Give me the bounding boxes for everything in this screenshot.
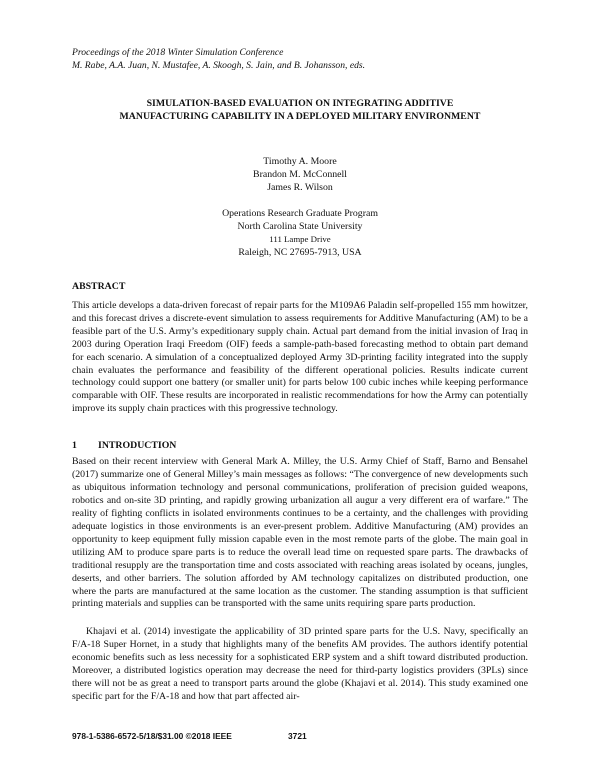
title-line-1: SIMULATION-BASED EVALUATION ON INTEGRATING ADDITIVE xyxy=(146,98,454,109)
author-name: Brandon M. McConnell xyxy=(253,169,347,180)
author-list xyxy=(150,155,450,194)
proceedings-header xyxy=(72,46,532,72)
author-name: Timothy A. Moore xyxy=(263,156,337,167)
section-title: INTRODUCTION xyxy=(98,440,177,451)
introduction-paragraph-1: Based on their recent interview with General Mark A. Milley, the U.S. Army Chief of Staff, Barno and Bensahel (2017) summarize one of General Milley’s main messages as follows: “The convergence of new developments such as ubiquitous information technology and personal communications, proliferation of precision guided weapons, robotics and on-site 3D printing, and rapidly growing urbanization all augur a very different era of warfare.” The reality of fighting conflicts in isolated environments continues to be a certainty, and the challenges with providing adequate logistics in those environments is an ever-present problem. Additive Manufacturing (AM) provides an opportunity to keep equipment fully mission capable even in the most remote parts of the globe. The main goal in utilizing AM to produce spare parts is to reduce the overall lead time on requested spare parts. The drawbacks of traditional resupply are the transportation time and costs associated with reaching areas isolated by oceans, jungles, deserts, and other barriers. The solution afforded by AM technology capitalizes on distributed production, one where the parts are manufactured at the same location as the customer. The standing assumption is that sufficient printing materials and supplies can be transported with the same units requiring spare parts production. xyxy=(72,456,528,610)
author-name: James R. Wilson xyxy=(267,182,333,193)
title-line-2: MANUFACTURING CAPABILITY IN A DEPLOYED MILITARY ENVIRONMENT xyxy=(119,111,481,122)
abstract-heading: ABSTRACT xyxy=(72,281,126,292)
section-number: 1 xyxy=(72,440,77,451)
footer-isbn: 978-1-5386-6572-5/18/$31.00 ©2018 IEEE xyxy=(72,731,232,741)
affiliation-city: Raleigh, NC 27695-7913, USA xyxy=(238,247,362,258)
affiliation-university: North Carolina State University xyxy=(237,221,363,232)
affiliation-program: Operations Research Graduate Program xyxy=(222,208,378,219)
introduction-paragraph-2: Khajavi et al. (2014) investigate the applicability of 3D printed spare parts for the U.S. Navy, specifically an F/A-18 Super Hornet, in a study that highlights many of the benefits AM provides. The authors identify potential economic benefits such as less necessity for a sophisticated ERP system and a shift toward distributed production. Moreover, a distributed logistics operation may decrease the need for third-party logistics providers (3PLs) since there will not be as great a need to transport parts around the globe (Khajavi et al. 2014). This study examined one specific part for the F/A-18 and how that part affected air- xyxy=(72,626,528,702)
paper-title xyxy=(60,97,540,123)
proceedings-title: Proceedings of the 2018 Winter Simulation Conference xyxy=(72,47,284,58)
affiliation xyxy=(150,207,450,259)
introduction-heading xyxy=(72,439,176,452)
abstract-text: This article develops a data-driven forecast of repair parts for the M109A6 Paladin self-propelled 155 mm howitzer, and this forecast drives a discrete-event simulation to assess requirements for Additive Manufacturing (AM) to be a feasible part of the U.S. Army’s expeditionary supply chain. Actual part demand from the initial invasion of Iraq in 2003 during Operation Iraqi Freedom (OIF) feeds a sample-path-based forecasting method to obtain part demand for each scenario. A simulation of a conceptualized deployed Army 3D-printing facility integrated into the supply chain evaluates the performance and feasibility of the different operational policies. Results indicate current technology could support one battery (or smaller unit) for parts below 100 cubic inches while keeping performance comparable with OIF. These results are incorporated in realistic recommendations for how the Army can potentially improve its supply chain practices with this progressive technology. xyxy=(72,300,528,415)
affiliation-street: 111 Lampe Drive xyxy=(269,234,331,244)
proceedings-editors: M. Rabe, A.A. Juan, N. Mustafee, A. Skoogh, S. Jain, and B. Johansson, eds. xyxy=(72,60,366,71)
footer-page-number: 3721 xyxy=(288,731,307,741)
